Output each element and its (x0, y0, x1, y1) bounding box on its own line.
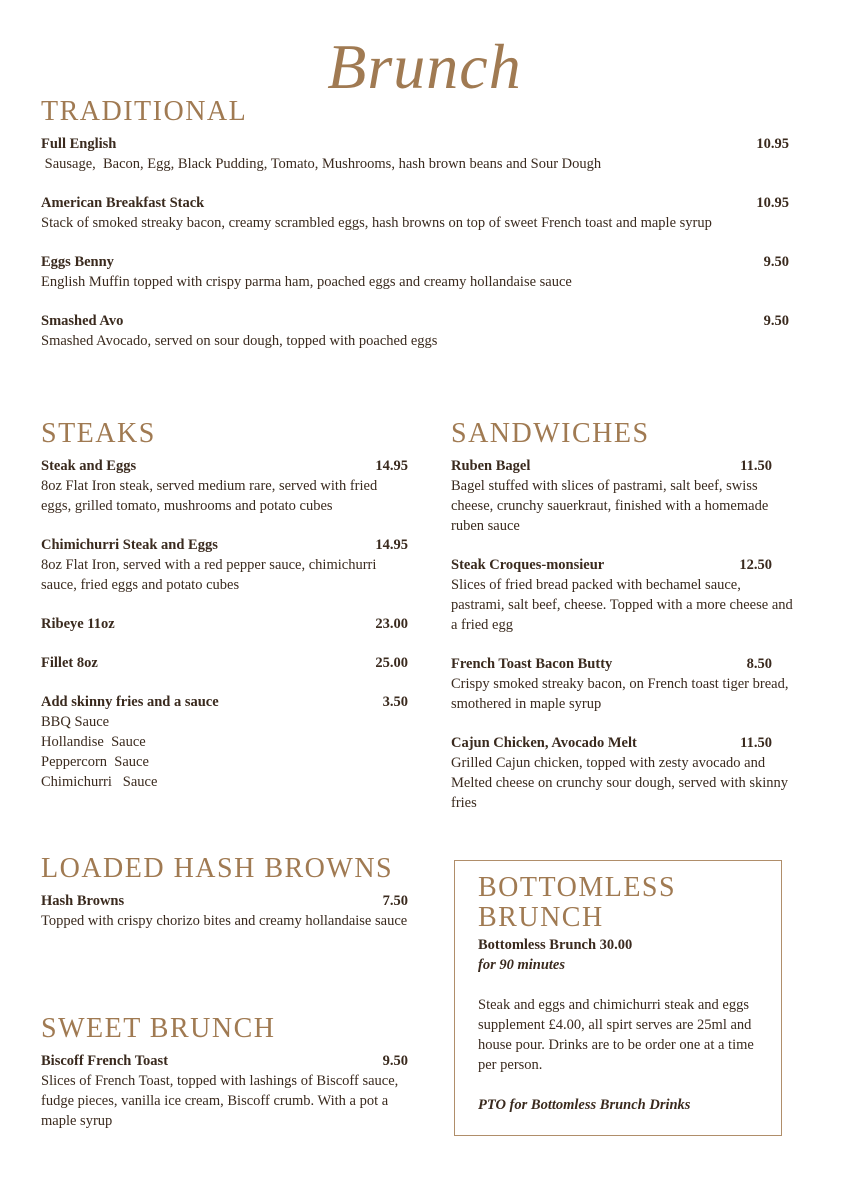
menu-item (41, 535, 408, 595)
item-name: Steak and Eggs (41, 458, 137, 474)
item-description: 8oz Flat Iron, served with a red pepper sauce, chimichurri sauce, fried eggs and potato cubes (41, 557, 377, 593)
sauce-option: Peppercorn Sauce (41, 754, 149, 770)
item-name: French Toast Bacon Butty (451, 656, 613, 672)
item-name: American Breakfast Stack (41, 195, 205, 211)
item-price: 10.95 (756, 195, 789, 211)
item-price: 11.50 (740, 735, 772, 751)
item-price: 12.50 (739, 557, 772, 573)
item-price: 9.50 (763, 254, 789, 270)
item-name: Full English (41, 136, 117, 152)
item-description: Stack of smoked streaky bacon, creamy scrambled eggs, hash browns on top of sweet French toast and maple syrup (41, 215, 712, 231)
item-price: 25.00 (375, 655, 408, 671)
menu-item (41, 134, 789, 174)
item-price: 10.95 (756, 136, 789, 152)
sauce-option: Hollandise Sauce (41, 734, 146, 750)
bottomless-brunch-box (454, 860, 782, 1136)
item-name: Eggs Benny (41, 254, 114, 270)
item-name: Smashed Avo (41, 313, 124, 329)
item-name: Chimichurri Steak and Eggs (41, 537, 218, 553)
item-name: Ribeye 11oz (41, 616, 115, 632)
item-price: 9.50 (382, 1053, 408, 1069)
menu-item (41, 193, 789, 233)
item-price: 9.50 (763, 313, 789, 329)
section-traditional (41, 96, 789, 370)
section-steaks (41, 418, 408, 811)
item-description: Sausage, Bacon, Egg, Black Pudding, Tomato, Mushrooms, hash brown beans and Sour Dough (41, 156, 602, 172)
menu-item (451, 555, 796, 635)
item-description: Topped with crispy chorizo bites and creamy hollandaise sauce (41, 913, 408, 929)
section-sandwiches (451, 418, 796, 832)
section-heading-bottomless-brunch (478, 873, 759, 933)
item-price: 23.00 (375, 616, 408, 632)
item-description: Slices of fried bread packed with bechamel sauce, pastrami, salt beef, cheese. Topped with a more cheese and a fried egg (451, 577, 793, 633)
menu-item (41, 692, 408, 792)
item-description: Crispy smoked streaky bacon, on French toast tiger bread, smothered in maple syrup (451, 676, 789, 712)
item-description: Bagel stuffed with slices of pastrami, salt beef, swiss cheese, crunchy sauerkraut, finished with a homemade ruben sauce (451, 478, 769, 534)
item-description: English Muffin topped with crispy parma ham, poached eggs and creamy hollandaise sauce (41, 274, 572, 290)
menu-item (451, 654, 796, 714)
menu-item (451, 456, 796, 536)
item-price: 8.50 (746, 656, 772, 672)
section-heading-traditional: TRADITIONAL (41, 96, 248, 127)
section-heading-sandwiches: SANDWICHES (451, 418, 650, 449)
item-description: 8oz Flat Iron steak, served medium rare, served with fried eggs, grilled tomato, mushrooms and potato cubes (41, 478, 378, 514)
item-name: Add skinny fries and a sauce (41, 694, 219, 710)
page-title: Brunch (327, 31, 522, 102)
item-price: 3.50 (382, 694, 408, 710)
section-heading-hash-browns: LOADED HASH BROWNS (41, 853, 394, 884)
item-price: 7.50 (382, 893, 408, 909)
item-price: 14.95 (375, 458, 408, 474)
item-description: Smashed Avocado, served on sour dough, topped with poached eggs (41, 333, 438, 349)
item-name: Ruben Bagel (451, 458, 531, 474)
menu-item (41, 252, 789, 292)
bottomless-price: Bottomless Brunch 30.00 (478, 937, 633, 953)
item-price: 14.95 (375, 537, 408, 553)
heading-line: BOTTOMLESS (478, 872, 677, 903)
menu-item (41, 311, 789, 351)
menu-item (41, 614, 408, 634)
menu-item (451, 733, 796, 813)
heading-line: BRUNCH (478, 902, 604, 933)
item-name: Biscoff French Toast (41, 1053, 169, 1069)
menu-item (41, 1051, 408, 1131)
sauce-option: BBQ Sauce (41, 714, 110, 730)
section-heading-sweet-brunch: SWEET BRUNCH (41, 1013, 276, 1044)
item-name: Cajun Chicken, Avocado Melt (451, 735, 637, 751)
item-price: 11.50 (740, 458, 772, 474)
item-name: Hash Browns (41, 893, 125, 909)
item-name: Fillet 8oz (41, 655, 98, 671)
item-description: Slices of French Toast, topped with lashings of Biscoff sauce, fudge pieces, vanilla ice cream, Biscoff crumb. With a pot a maple syrup (41, 1073, 399, 1129)
pto-note: PTO for Bottomless Brunch Drinks (478, 1097, 691, 1113)
section-loaded-hash-browns (41, 853, 408, 950)
item-description: Grilled Cajun chicken, topped with zesty avocado and Melted cheese on crunchy sour dough, served with skinny fries (451, 755, 789, 811)
bottomless-duration: for 90 minutes (478, 957, 566, 973)
item-name: Steak Croques-monsieur (451, 557, 605, 573)
bottomless-note: Steak and eggs and chimichurri steak and eggs supplement £4.00, all spirt serves are 25ml and house pour. Drinks are to be order one at a time per person. (478, 997, 754, 1073)
sauce-option: Chimichurri Sauce (41, 774, 158, 790)
menu-item (41, 653, 408, 673)
menu-item (41, 891, 408, 931)
menu-item (41, 456, 408, 516)
section-sweet-brunch (41, 1013, 408, 1150)
section-heading-steaks: STEAKS (41, 418, 156, 449)
